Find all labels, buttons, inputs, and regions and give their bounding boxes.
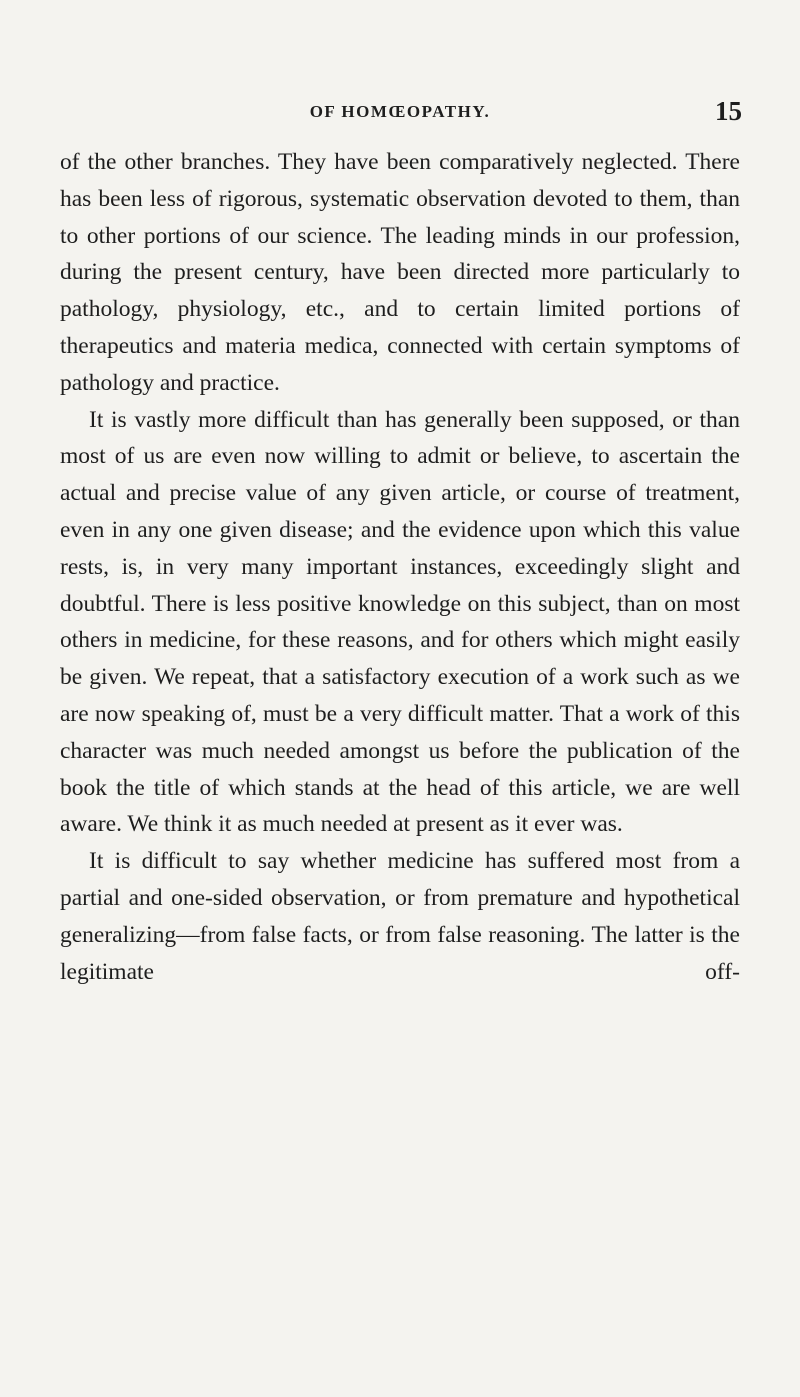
book-page: [60, 96, 740, 990]
paragraph-3: It is difficult to say whether medicine has suffered most from a partial and one-sided observation, or from premature and hypothetical generalizing—from false facts, or from false reasoning. The latter is the legitimate off-: [60, 848, 740, 985]
running-title: OF HOMŒOPATHY.: [309, 102, 491, 121]
paragraph-2: It is vastly more difficult than has generally been supposed, or than most of us are even now willing to admit or believe, to ascertain the actual and precise value of any given article, or course of treatment, even in any one given disease; and the evidence upon which this value rests, is, in very many important instances, exceedingly slight and doubtful. There is less positive knowledge on this subject, than on most others in medicine, for these reasons, and for others which might easily be given. We repeat, that a satisfactory execution of a work such as we are now speaking of, must be a very difficult matter. That a work of this character was much needed amongst us before the publication of the book the title of which stands at the head of this article, we are well aware. We think it as much needed at present as it ever was.: [60, 406, 740, 838]
running-head: [60, 96, 740, 136]
body-text: [60, 144, 740, 990]
page-number: 15: [715, 96, 742, 126]
paragraph-1: of the other branches. They have been comparatively neglected. There has been less of rigorous, systematic observation devoted to them, than to other portions of our science. The leading minds in our profession, during the present century, have been directed more particularly to pathology, physiology, etc., and to certain limited portions of therapeutics and materia medica, connected with certain symptoms of pathology and practice.: [60, 149, 740, 396]
